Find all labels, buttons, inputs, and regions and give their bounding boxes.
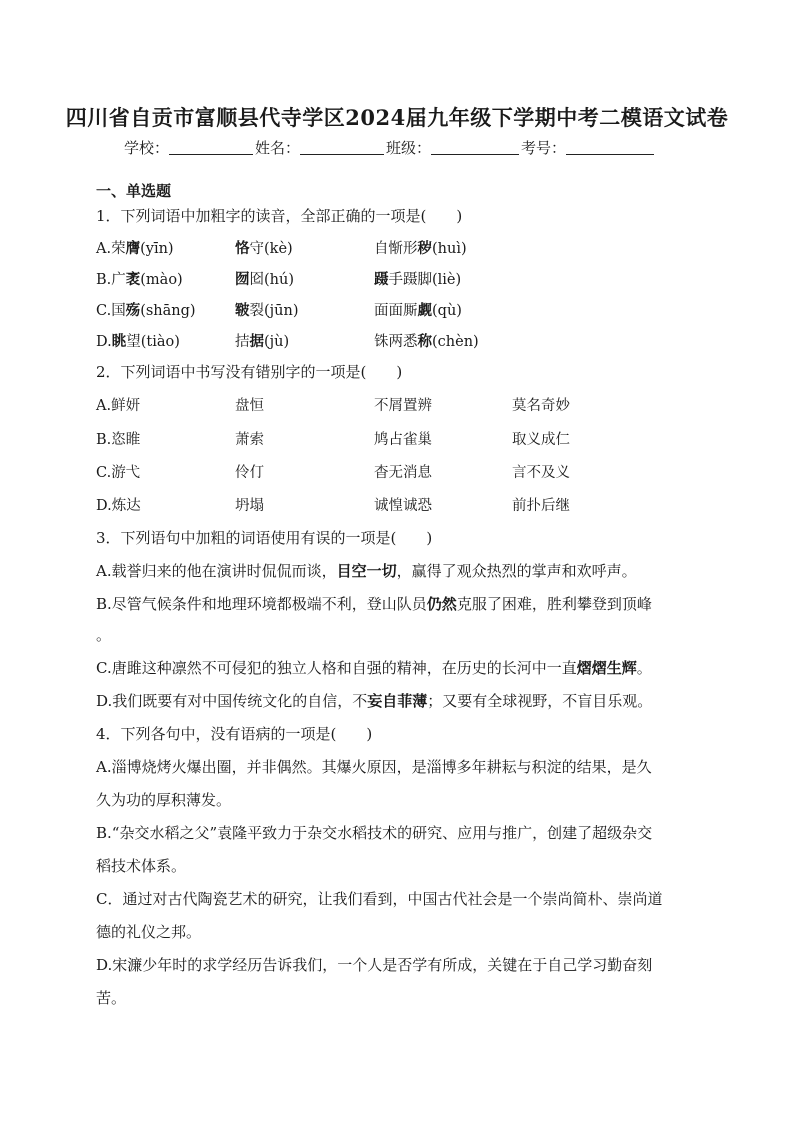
- q1-option-a[interactable]: A.荣膺(yīn): [96, 240, 174, 257]
- q2-d-word-3: 诚惶诚恐: [374, 498, 432, 514]
- q2-d-word-2: 坍塌: [235, 498, 264, 514]
- name-label: 姓名：: [255, 139, 301, 157]
- q2-option-a[interactable]: A.鲜妍: [96, 398, 141, 414]
- q1-c-word-2: 皲裂(jūn): [235, 302, 299, 319]
- exam-title: 四川省自贡市富顺县代寺学区2024届九年级下学期中考二模语文试卷: [65, 105, 729, 130]
- number-blank[interactable]: [566, 140, 654, 155]
- q2-stem: 2．下列词语中书写没有错别字的一项是( ): [96, 363, 403, 381]
- q4-option-c-cont: 德的礼仪之邦。: [96, 923, 202, 941]
- q1-option-c[interactable]: C.国殇(shāng): [96, 302, 196, 319]
- q1-b-word-2: 囫囵(hú): [235, 271, 294, 288]
- q4-option-b-cont: 稻技术体系。: [96, 857, 187, 875]
- q2-option-b[interactable]: B.恣睢: [96, 432, 141, 448]
- name-blank[interactable]: [300, 140, 384, 155]
- q4-option-a[interactable]: A.淄博烧烤火爆出圈，并非偶然。其爆火原因，是淄博多年耕耘与积淀的结果，是久: [96, 758, 652, 776]
- q2-b-word-2: 萧索: [235, 432, 264, 448]
- q4-option-d[interactable]: D.宋濂少年时的求学经历告诉我们，一个人是否学有所成，关键在于自己学习勤奋刻: [96, 956, 653, 974]
- q3-option-a[interactable]: A.载誉归来的他在演讲时侃侃而谈，目空一切，赢得了观众热烈的掌声和欢呼声。: [96, 562, 637, 580]
- q2-c-word-2: 伶仃: [235, 465, 264, 481]
- q2-c-word-4: 言不及义: [512, 465, 570, 481]
- q3-option-c[interactable]: C.唐雎这种凛然不可侵犯的独立人格和自强的精神，在历史的长河中一直熠熠生辉。: [96, 659, 652, 677]
- q1-option-b[interactable]: B.广袤(mào): [96, 271, 183, 288]
- q1-a-word-3: 自惭形秽(huì): [374, 240, 467, 257]
- q2-b-word-4: 取义成仁: [512, 432, 570, 448]
- q2-b-word-3: 鸠占雀巢: [374, 432, 432, 448]
- q2-c-word-3: 杳无消息: [374, 465, 432, 481]
- q4-option-d-cont: 苦。: [96, 989, 127, 1007]
- q3-option-b[interactable]: B.尽管气候条件和地理环境都极端不利，登山队员仍然克服了困难，胜利攀登到顶峰: [96, 595, 652, 613]
- number-label: 考号：: [521, 139, 567, 157]
- school-label: 学校：: [124, 139, 170, 157]
- q1-option-d[interactable]: D.眺望(tiào): [96, 333, 180, 350]
- section-heading: 一、单选题: [96, 182, 172, 200]
- q2-a-word-3: 不屑置辨: [374, 398, 432, 414]
- q1-d-word-2: 拮据(jù): [235, 333, 290, 350]
- q1-stem: 1．下列词语中加粗字的读音，全部正确的一项是( ): [96, 207, 463, 225]
- q3-option-b-wrap: 。: [96, 626, 112, 644]
- q4-option-a-cont: 久为功的厚积薄发。: [96, 791, 232, 809]
- q1-d-word-3: 铢两悉称(chèn): [374, 333, 479, 350]
- school-blank[interactable]: [169, 140, 253, 155]
- student-info-row: [124, 137, 654, 158]
- q1-a-word-2: 恪守(kè): [235, 240, 293, 257]
- q1-b-word-3: 蹑手蹑脚(liè): [374, 271, 462, 288]
- q3-stem: 3．下列语句中加粗的词语使用有误的一项是( ): [96, 529, 433, 547]
- class-blank[interactable]: [431, 140, 519, 155]
- q4-stem: 4．下列各句中，没有语病的一项是( ): [96, 725, 373, 743]
- q2-d-word-4: 前扑后继: [512, 498, 570, 514]
- q2-a-word-4: 莫名奇妙: [512, 398, 570, 414]
- class-label: 班级：: [386, 139, 432, 157]
- q2-option-c[interactable]: C.游弋: [96, 465, 141, 481]
- q4-option-c[interactable]: C．通过对古代陶瓷艺术的研究，让我们看到，中国古代社会是一个崇尚简朴、崇尚道: [96, 890, 663, 908]
- q4-option-b[interactable]: B.“杂交水稻之父”袁隆平致力于杂交水稻技术的研究、应用与推广，创建了超级杂交: [96, 824, 653, 842]
- q3-option-d[interactable]: D.我们既要有对中国传统文化的自信，不妄自菲薄；又要有全球视野，不盲目乐观。: [96, 692, 653, 710]
- q2-a-word-2: 盘恒: [235, 398, 264, 414]
- q2-option-d[interactable]: D.炼达: [96, 498, 141, 514]
- q1-c-word-3: 面面厮觑(qù): [374, 302, 462, 319]
